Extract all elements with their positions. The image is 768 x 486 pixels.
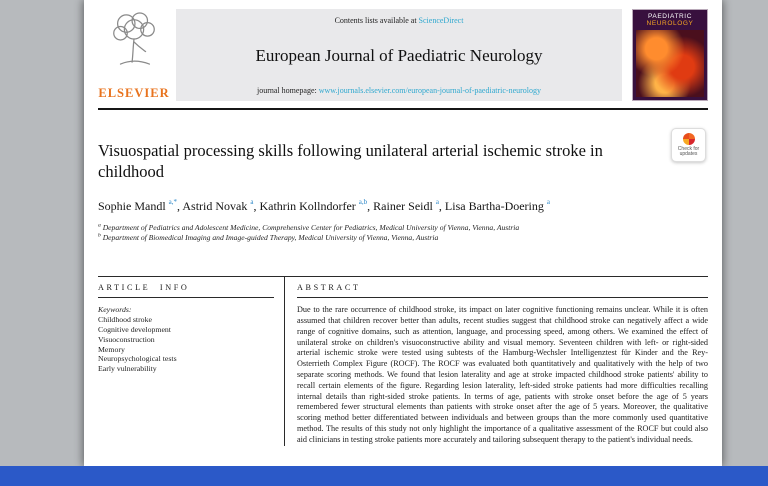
abstract-text: Due to the rare occurrence of childhood stroke, its impact on later cognitive functioning remains unclear. While it is often assumed that children recover better than adults, recent studies suggest that childhood stroke can negatively affect a wide range of cognitive domains, such as attention, language, and processing speed, among others. We examined the effect of unilateral stroke on children's visuoconstructive ability and visual memory. Seventeen children with left- or right-sided arterial ischemic stroke were tested using subtests of the Hamburg-Wechsler Intelligenztest für Kinder and the Rey-Osterrieth Complex Figure (ROCF). The ROCF was evaluated both quantitatively and qualitatively with the help of two separate scoring methods. We found that lesion laterality and age at stroke impacted childhood stroke patients' ability to recall certain elements of the figure. Regarding lesion laterality, left-sided stroke patients had more difficulties recalling internal details than right-sided stroke patients. In terms of age, patients with stroke onset before the age of 5 years remembered fewer structural elements than patients with stroke onset after the age of 5 years. Moreover, the qualitative scoring method better differentiated between individuals and between groups than the more commonly used quantitative method. The results of this study not only highlight the importance of a qualitative assessment of the ROCF but could also aid clinicians in testing stroke patients more accurately and tailoring subsequent therapy to the patient's individual needs. bbox=[297, 305, 708, 444]
elsevier-tree-icon bbox=[107, 10, 161, 68]
article-info-column bbox=[98, 277, 284, 445]
keyword-list bbox=[98, 315, 274, 374]
cover-artwork bbox=[636, 30, 704, 97]
keyword: Neuropsychological tests bbox=[98, 354, 177, 364]
author-name: Sophie Mandl $^{a,*}$ bbox=[98, 198, 178, 213]
journal-banner bbox=[176, 9, 622, 101]
crossmark-icon bbox=[683, 133, 695, 145]
author-name: Astrid Novak $^a$ bbox=[182, 198, 254, 213]
keyword: Early vulnerability bbox=[98, 364, 157, 374]
article-info-heading: ARTICLE INFO bbox=[98, 283, 274, 298]
keyword: Childhood stroke bbox=[98, 315, 152, 325]
elsevier-logo bbox=[98, 9, 176, 101]
cover-title bbox=[633, 13, 707, 27]
paper-page bbox=[84, 0, 722, 466]
keyword: Cognitive development bbox=[98, 324, 171, 334]
author-affiliation-marker: a bbox=[546, 198, 550, 206]
journal-cover-thumbnail bbox=[632, 9, 708, 101]
affiliation: $^a$ Department of Pediatrics and Adolescent Medicine, Comprehensive Center for Pediatrics, Medical University of Vienna, Vienna, Austria bbox=[98, 222, 520, 232]
abstract-column bbox=[284, 277, 708, 445]
check-for-updates-badge[interactable] bbox=[671, 128, 706, 162]
author-name: Lisa Bartha-Doering $^a$ bbox=[444, 198, 550, 213]
homepage-prefix: journal homepage: bbox=[256, 86, 319, 95]
affiliation-marker: a bbox=[98, 222, 101, 229]
title-block bbox=[98, 140, 708, 182]
keyword: Visuoconstruction bbox=[98, 334, 155, 344]
journal-homepage-link[interactable]: www.journals.elsevier.com/european-journal-of-paediatric-neurology bbox=[318, 86, 542, 95]
author-name: Rainer Seidl $^a$ bbox=[373, 198, 439, 213]
cover-title-line2: NEUROLOGY bbox=[646, 20, 694, 27]
contents-line bbox=[182, 16, 616, 25]
author-name: Kathrin Kollndorfer $^{a,b}$ bbox=[259, 198, 368, 213]
keywords-label: Keywords: bbox=[98, 305, 132, 315]
author-affiliation-marker: a,* bbox=[168, 198, 178, 206]
contents-prefix: Contents lists available at bbox=[334, 16, 419, 25]
sciencedirect-link[interactable]: ScienceDirect bbox=[418, 16, 464, 25]
cover-title-line1: PAEDIATRIC bbox=[647, 13, 693, 20]
affiliation-marker: b bbox=[98, 232, 101, 239]
author-list: Sophie Mandl $^{a,*}$, Astrid Novak $^a$, Kathrin Kollndorfer $^{a,b}$, Rainer Seidl $^a$, Lisa Bartha-Doering $^a$ bbox=[98, 198, 550, 213]
affiliation: $^b$ Department of Biomedical Imaging and Image-guided Therapy, Medical University of Vienna, Vienna, Austria bbox=[98, 232, 439, 242]
keyword: Memory bbox=[98, 344, 125, 354]
article-info-abstract-section bbox=[98, 276, 708, 445]
abstract-heading: ABSTRACT bbox=[297, 283, 708, 298]
masthead-divider bbox=[98, 108, 708, 110]
homepage-line bbox=[182, 86, 616, 95]
window-bottom-bar bbox=[0, 466, 768, 486]
author-affiliation-marker: a bbox=[250, 198, 254, 206]
journal-masthead bbox=[98, 9, 708, 101]
article-title: Visuospatial processing skills following unilateral arterial ischemic stroke in childhood bbox=[98, 141, 603, 181]
journal-title: European Journal of Paediatric Neurology bbox=[255, 45, 543, 65]
author-affiliation-marker: a,b bbox=[358, 198, 368, 206]
author-affiliation-marker: a bbox=[435, 198, 439, 206]
elsevier-wordmark: ELSEVIER bbox=[98, 86, 170, 100]
crossmark-label: Check for updates bbox=[677, 145, 700, 157]
affiliation-list bbox=[98, 223, 708, 242]
